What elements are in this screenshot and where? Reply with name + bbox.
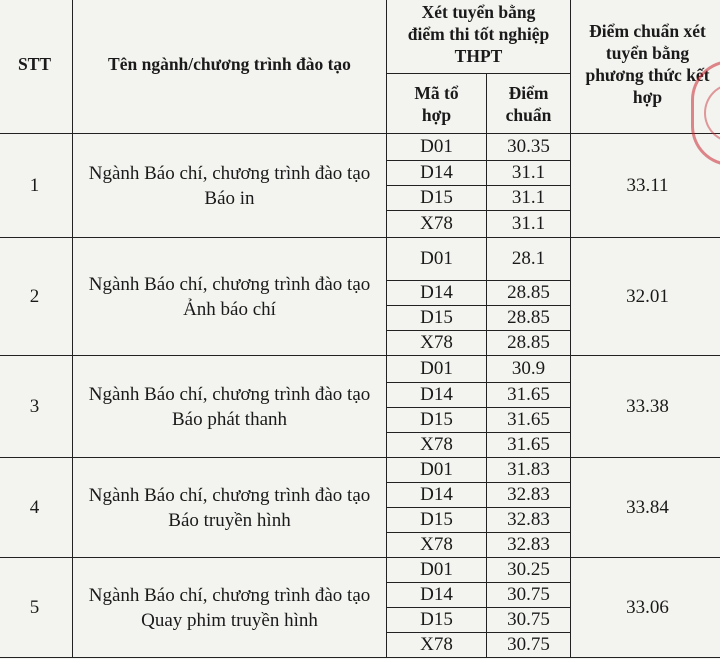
combo-cutoff-score: 30.9 — [487, 356, 571, 383]
combo-code: D14 — [387, 281, 487, 306]
table-row — [0, 238, 720, 281]
combo-cutoff-score: 31.1 — [487, 186, 571, 211]
combo-code: D15 — [387, 608, 487, 633]
combined-cutoff-score: 32.01 — [571, 238, 720, 356]
header-combo-code: Mã tổ hợp — [387, 74, 487, 134]
combo-cutoff-score: 31.65 — [487, 433, 571, 458]
combo-cutoff-score: 31.65 — [487, 383, 571, 408]
combo-code: D14 — [387, 583, 487, 608]
combo-cutoff-score: 32.83 — [487, 508, 571, 533]
combined-cutoff-score: 33.38 — [571, 356, 720, 458]
table-row — [0, 558, 720, 583]
combo-code: X78 — [387, 633, 487, 658]
combined-cutoff-score: 33.06 — [571, 558, 720, 658]
table-row — [0, 458, 720, 483]
combo-cutoff-score: 31.1 — [487, 211, 571, 238]
combo-code: D14 — [387, 383, 487, 408]
combo-cutoff-score: 28.85 — [487, 331, 571, 356]
row-program-name: Ngành Báo chí, chương trình đào tạo Quay phim truyền hình — [73, 558, 387, 658]
combo-cutoff-score: 32.83 — [487, 483, 571, 508]
combo-code: D14 — [387, 483, 487, 508]
row-stt: 2 — [0, 238, 73, 356]
row-program-name: Ngành Báo chí, chương trình đào tạo Báo truyền hình — [73, 458, 387, 558]
combined-cutoff-score: 33.11 — [571, 134, 720, 238]
combo-code: X78 — [387, 211, 487, 238]
combo-code: X78 — [387, 533, 487, 558]
combo-code: D15 — [387, 186, 487, 211]
table-row — [0, 356, 720, 383]
combo-code: D15 — [387, 408, 487, 433]
header-cutoff: Điểm chuẩn — [487, 74, 571, 134]
combo-cutoff-score: 28.1 — [487, 238, 571, 281]
header-combined-cutoff: Điểm chuẩn xét tuyển bằng phương thức kết hợp — [571, 0, 720, 134]
combo-cutoff-score: 30.35 — [487, 134, 571, 161]
row-stt: 3 — [0, 356, 73, 458]
combo-cutoff-score: 30.25 — [487, 558, 571, 583]
combo-cutoff-score: 31.1 — [487, 161, 571, 186]
row-program-name: Ngành Báo chí, chương trình đào tạo Báo phát thanh — [73, 356, 387, 458]
row-program-name: Ngành Báo chí, chương trình đào tạo Ảnh báo chí — [73, 238, 387, 356]
combo-code: D01 — [387, 558, 487, 583]
combo-cutoff-score: 30.75 — [487, 608, 571, 633]
combo-code: D01 — [387, 238, 487, 281]
combo-code: D01 — [387, 356, 487, 383]
combo-code: X78 — [387, 331, 487, 356]
combo-cutoff-score: 30.75 — [487, 583, 571, 608]
combo-cutoff-score: 28.85 — [487, 306, 571, 331]
row-stt: 4 — [0, 458, 73, 558]
header-program: Tên ngành/chương trình đào tạo — [73, 0, 387, 134]
table-row — [0, 134, 720, 161]
combo-code: D15 — [387, 306, 487, 331]
header-stt: STT — [0, 0, 73, 134]
combo-code: D01 — [387, 134, 487, 161]
row-stt: 1 — [0, 134, 73, 238]
combo-cutoff-score: 28.85 — [487, 281, 571, 306]
combo-code: D01 — [387, 458, 487, 483]
combo-cutoff-score: 32.83 — [487, 533, 571, 558]
combo-cutoff-score: 31.65 — [487, 408, 571, 433]
combo-code: X78 — [387, 433, 487, 458]
combo-cutoff-score: 30.75 — [487, 633, 571, 658]
row-stt: 5 — [0, 558, 73, 658]
header-exam-group: Xét tuyển bằng điểm thi tốt nghiệp THPT — [387, 0, 571, 74]
combined-cutoff-score: 33.84 — [571, 458, 720, 558]
combo-code: D14 — [387, 161, 487, 186]
combo-cutoff-score: 31.83 — [487, 458, 571, 483]
combo-code: D15 — [387, 508, 487, 533]
row-program-name: Ngành Báo chí, chương trình đào tạo Báo in — [73, 134, 387, 238]
